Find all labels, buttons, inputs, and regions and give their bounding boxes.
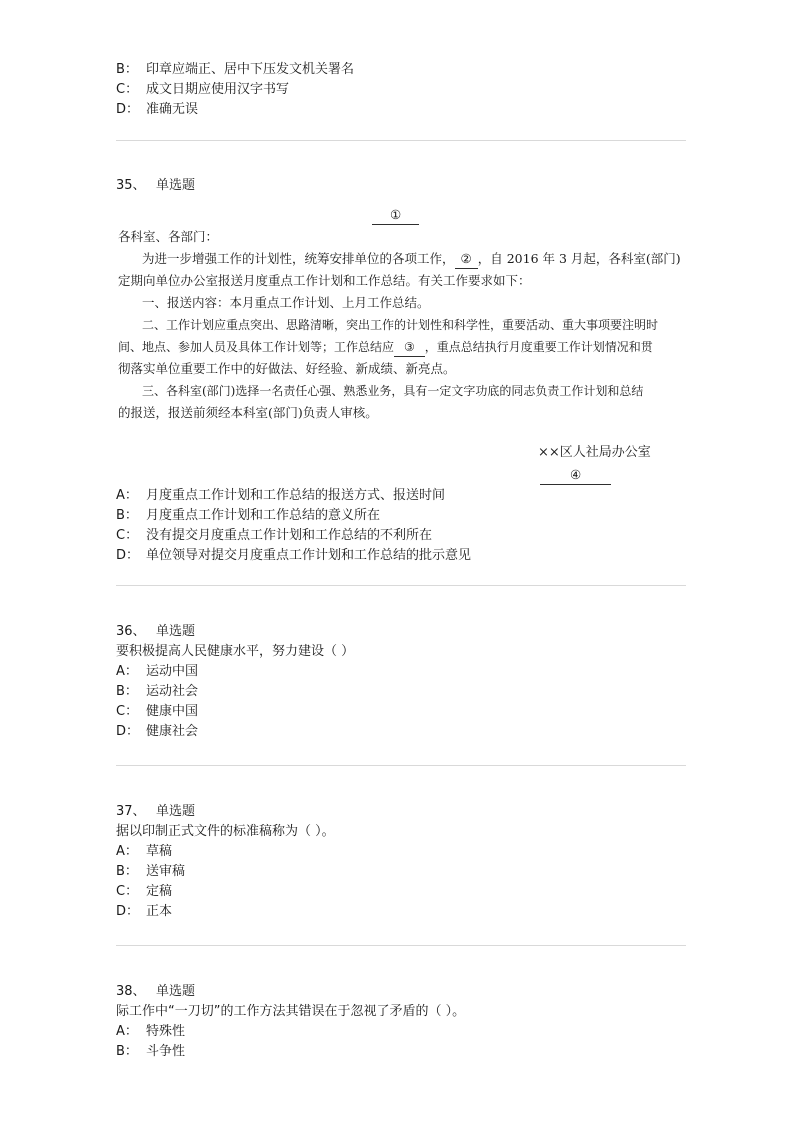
blank-1: ① [372, 206, 419, 225]
option-text: 健康中国 [146, 704, 199, 719]
question-38 [116, 982, 686, 1062]
option-text: 月度重点工作计划和工作总结的意义所在 [146, 508, 381, 523]
option-letter: A： [116, 664, 138, 679]
question-35-options [116, 486, 686, 566]
option-c[interactable] [116, 882, 686, 902]
option-b[interactable] [116, 682, 686, 702]
option-letter: D： [116, 904, 140, 919]
option-a[interactable] [116, 662, 686, 682]
option-c[interactable] [116, 80, 686, 100]
option-text: 准确无误 [146, 102, 199, 117]
divider [116, 765, 686, 766]
scanned-notice-image [116, 200, 686, 485]
option-text: 送审稿 [146, 864, 186, 879]
paragraph-3-a: 二、工作计划应重点突出、思路清晰，突出工作的计划性和科学性，重要活动、重大事项要注明时 [142, 318, 659, 332]
option-letter: C： [116, 528, 139, 543]
option-b[interactable] [116, 506, 686, 526]
blank-4: ④ [540, 466, 611, 485]
option-letter: C： [116, 704, 139, 719]
paragraph-3-b: 间、地点、参加人员及具体工作计划等；工作总结应 ③ ，重点总结执行月度重要工作计划情况和贯 [118, 338, 653, 357]
option-text: 成文日期应使用汉字书写 [146, 82, 290, 97]
option-letter: B： [116, 864, 138, 879]
question-36 [116, 622, 686, 742]
question-type: 单选题 [156, 178, 196, 193]
option-text: 定稿 [146, 884, 173, 899]
option-d[interactable] [116, 902, 686, 922]
blank-3: ③ [394, 338, 425, 357]
option-letter: B： [116, 684, 138, 699]
paragraph-1-c: 定期向单位办公室报送月度重点工作计划和工作总结。有关工作要求如下： [118, 273, 531, 288]
divider [116, 585, 686, 586]
question-stem: 要积极提高人民健康水平，努力建设（ ） [116, 644, 355, 659]
option-a[interactable] [116, 486, 686, 506]
option-d[interactable] [116, 722, 686, 742]
paragraph-1-a: 为进一步增强工作的计划性，统筹安排单位的各项工作， ② ，自 2016 年 3 月起，各科室(部门) [142, 250, 681, 269]
question-number: 37、 [116, 804, 146, 819]
paragraph-4-a: 三、各科室(部门)选择一名责任心强、熟悉业务，具有一定文字功底的同志负责工作计划和总结 [142, 384, 644, 398]
option-text: 单位领导对提交月度重点工作计划和工作总结的批示意见 [146, 548, 472, 563]
question-stem: 据以印制正式文件的标准稿称为（ ）。 [116, 824, 335, 839]
option-text: 月度重点工作计划和工作总结的报送方式、报送时间 [146, 488, 446, 503]
question-type: 单选题 [156, 804, 196, 819]
option-letter: B： [116, 62, 138, 77]
option-a[interactable] [116, 842, 686, 862]
paragraph-4-b: 的报送，报送前须经本科室(部门)负责人审核。 [118, 405, 378, 420]
option-letter: D： [116, 724, 140, 739]
option-text: 运动中国 [146, 664, 199, 679]
option-c[interactable] [116, 526, 686, 546]
option-letter: C： [116, 884, 139, 899]
option-letter: A： [116, 1024, 138, 1039]
option-text: 健康社会 [146, 724, 199, 739]
question-type: 单选题 [156, 984, 196, 999]
option-text: 没有提交月度重点工作计划和工作总结的不利所在 [146, 528, 433, 543]
question-stem: 际工作中“一刀切”的工作方法其错误在于忽视了矛盾的（ ）。 [116, 1004, 466, 1019]
option-letter: A： [116, 844, 138, 859]
blank-2: ② [455, 250, 478, 269]
option-text: 草稿 [146, 844, 173, 859]
option-text: 特殊性 [146, 1024, 186, 1039]
option-text: 斗争性 [146, 1044, 186, 1059]
option-letter: B： [116, 1044, 138, 1059]
option-b[interactable] [116, 1042, 686, 1062]
option-b[interactable] [116, 862, 686, 882]
option-d[interactable] [116, 546, 686, 566]
option-a[interactable] [116, 1022, 686, 1042]
option-b[interactable] [116, 60, 686, 80]
option-d[interactable] [116, 100, 686, 120]
divider [116, 945, 686, 946]
option-text: 运动社会 [146, 684, 199, 699]
salutation: 各科室、各部门： [118, 229, 219, 244]
paragraph-2: 一、报送内容：本月重点工作计划、上月工作总结。 [142, 295, 430, 310]
paragraph-3-d: 彻落实单位重要工作中的好做法、好经验、新成绩、新亮点。 [118, 361, 456, 376]
question-number: 35、 [116, 178, 146, 193]
option-letter: C： [116, 82, 139, 97]
question-number: 36、 [116, 624, 146, 639]
divider [116, 140, 686, 141]
question-37 [116, 802, 686, 922]
option-letter: B： [116, 508, 138, 523]
option-letter: A： [116, 488, 138, 503]
option-text: 印章应端正、居中下压发文机关署名 [146, 62, 355, 77]
option-text: 正本 [146, 904, 173, 919]
question-type: 单选题 [156, 624, 196, 639]
signer: ××区人社局办公室 [538, 445, 651, 460]
option-letter: D： [116, 548, 140, 563]
q34-options [116, 60, 686, 120]
question-number: 38、 [116, 984, 146, 999]
option-c[interactable] [116, 702, 686, 722]
question-35-header [116, 176, 686, 196]
option-letter: D： [116, 102, 140, 117]
